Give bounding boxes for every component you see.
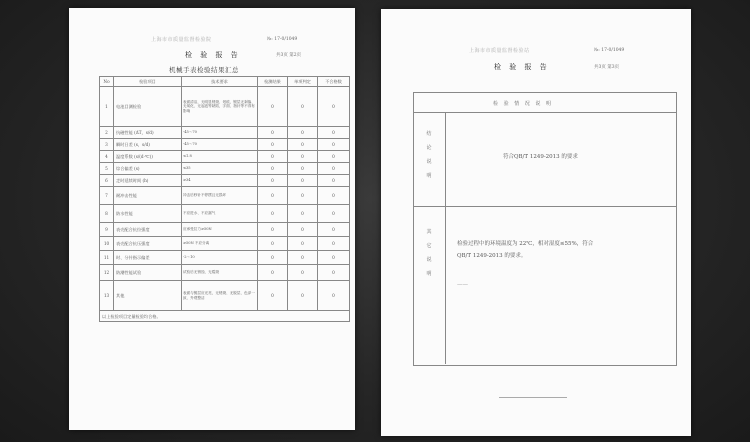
row-failures: 0: [318, 251, 350, 265]
table-row: [100, 251, 350, 265]
row-number: 8: [100, 205, 114, 223]
table-row: [100, 139, 350, 151]
row-failures: 0: [318, 127, 350, 139]
header-divider: [413, 112, 676, 113]
table-footer-row: [100, 311, 350, 322]
table-row: [100, 163, 350, 175]
report-page-2: [69, 8, 355, 430]
row-failures: 0: [318, 163, 350, 175]
row-judgement: 0: [288, 223, 318, 237]
row-item: 抗磁性能 (ΔT，s/d): [114, 127, 182, 139]
row-requirement: ≥34: [182, 175, 258, 187]
row-number: 2: [100, 127, 114, 139]
row-failures: 0: [318, 205, 350, 223]
section-divider: [413, 206, 676, 207]
org-name: 上海市市质量监督检验院: [151, 37, 212, 43]
row-item: 温度系数 (s/(d·℃)): [114, 151, 182, 163]
col-header-judgement: 单项判定: [288, 77, 318, 87]
row-number: 5: [100, 163, 114, 175]
inspection-notes-box: [413, 92, 677, 366]
row-result: 0: [258, 223, 288, 237]
table-row: [100, 151, 350, 163]
table-row: [100, 237, 350, 251]
row-result: 0: [258, 237, 288, 251]
report-number: №: 17-0/1049: [594, 48, 625, 53]
row-number: 6: [100, 175, 114, 187]
row-number: 12: [100, 265, 114, 281]
row-result: 0: [258, 205, 288, 223]
row-result: 0: [258, 87, 288, 127]
row-item: 防潮性能试验: [114, 265, 182, 281]
row-judgement: 0: [288, 281, 318, 311]
notes-header: 检 验 情 况 说 明: [493, 101, 553, 107]
col-header-no: No: [100, 77, 114, 87]
row-requirement: 不应进水、不应漏气: [182, 205, 258, 223]
row-judgement: 0: [288, 163, 318, 175]
report-title: 检 验 报 告: [185, 51, 241, 59]
col-header-failures: 不合格数: [318, 77, 350, 87]
row-item: 防水性能: [114, 205, 182, 223]
row-requirement: 表面清洁，无明显锈斑、划痕，镀层无剥落、无氧化、无起泡等缺陷，字面、指针等不得有影响: [182, 87, 258, 127]
col-header-requirement: 技术要求: [182, 77, 258, 87]
row-judgement: 0: [288, 139, 318, 151]
row-judgement: 0: [288, 251, 318, 265]
row-judgement: 0: [288, 151, 318, 163]
table-row: [100, 223, 350, 237]
row-failures: 0: [318, 281, 350, 311]
report-number: №: 17-0/1049: [267, 37, 298, 42]
row-failures: 0: [318, 139, 350, 151]
conclusion-label: 结论说明: [426, 131, 432, 179]
row-result: 0: [258, 163, 288, 175]
row-failures: 0: [318, 265, 350, 281]
col-header-item: 检验项目: [114, 77, 182, 87]
row-item: 其他: [114, 281, 182, 311]
row-item: 表壳配合抗拉强度: [114, 223, 182, 237]
row-item: 表壳配合抗压强度: [114, 237, 182, 251]
row-item: 综合偏差 (s): [114, 163, 182, 175]
table-row: [100, 187, 350, 205]
row-number: 9: [100, 223, 114, 237]
row-requirement: 应承受拉力≥50N: [182, 223, 258, 237]
row-item: 电池目测检验: [114, 87, 182, 127]
row-number: 11: [100, 251, 114, 265]
table-row: [100, 175, 350, 187]
row-result: 0: [258, 281, 288, 311]
row-requirement: -45～70: [182, 139, 258, 151]
row-failures: 0: [318, 187, 350, 205]
report-page-3: [381, 9, 691, 436]
table-title: 机械手表检验结果汇总: [169, 66, 239, 74]
row-judgement: 0: [288, 237, 318, 251]
page-indicator: 共3页 第2页: [276, 53, 302, 58]
table-row: [100, 281, 350, 311]
row-result: 0: [258, 175, 288, 187]
dash-mark: ——: [457, 282, 468, 288]
row-requirement: 试验后无锈蚀、无霉斑: [182, 265, 258, 281]
row-failures: 0: [318, 237, 350, 251]
row-number: 10: [100, 237, 114, 251]
other-notes-line-1: 检验过程中的环境温度为 22℃，相对湿度≤55%，符合: [457, 241, 594, 247]
table-row: [100, 127, 350, 139]
row-failures: 0: [318, 223, 350, 237]
table-footnote: 以上检验项目定量检验均合格。: [100, 311, 350, 322]
row-judgement: 0: [288, 87, 318, 127]
row-item: 时、分针指示偏差: [114, 251, 182, 265]
row-result: 0: [258, 151, 288, 163]
col-header-result: 检测结果: [258, 77, 288, 87]
row-number: 4: [100, 151, 114, 163]
table-row: [100, 205, 350, 223]
row-requirement: ≥50N 不应分离: [182, 237, 258, 251]
row-result: 0: [258, 139, 288, 151]
row-requirement: -45～70: [182, 127, 258, 139]
row-item: 瞬时日差 (s，s/d): [114, 139, 182, 151]
table-header-row: [100, 77, 350, 87]
org-name: 上海市市质量监督检验站: [469, 48, 530, 54]
results-table: [99, 76, 350, 322]
row-result: 0: [258, 187, 288, 205]
row-result: 0: [258, 251, 288, 265]
label-column-divider: [445, 112, 446, 364]
other-notes-label: 其它说明: [426, 229, 432, 277]
row-judgement: 0: [288, 175, 318, 187]
other-notes-line-2: QB/T 1249-2013 的要求。: [457, 253, 527, 259]
row-requirement: 冲击后秒针不停摆且无损坏: [182, 187, 258, 205]
table-row: [100, 265, 350, 281]
row-failures: 0: [318, 175, 350, 187]
row-judgement: 0: [288, 127, 318, 139]
row-item: 耐冲击性能: [114, 187, 182, 205]
row-number: 7: [100, 187, 114, 205]
row-failures: 0: [318, 151, 350, 163]
report-title: 检 验 报 告: [494, 63, 550, 71]
row-requirement: ≤1.8: [182, 151, 258, 163]
row-result: 0: [258, 265, 288, 281]
row-number: 1: [100, 87, 114, 127]
signature-line: [499, 397, 567, 398]
row-judgement: 0: [288, 187, 318, 205]
row-judgement: 0: [288, 265, 318, 281]
row-item: 走时延续时间 (h): [114, 175, 182, 187]
row-number: 3: [100, 139, 114, 151]
row-requirement: ≤35: [182, 163, 258, 175]
page-indicator: 共3页 第3页: [594, 65, 620, 70]
row-requirement: -2～10: [182, 251, 258, 265]
row-requirement: 表面与镀层应光亮，无锈斑、无脱层、色泽一致、外观整洁: [182, 281, 258, 311]
row-judgement: 0: [288, 205, 318, 223]
conclusion-text: 符合QB/T 1249-2013 的要求: [503, 154, 578, 160]
row-failures: 0: [318, 87, 350, 127]
row-number: 13: [100, 281, 114, 311]
table-row: [100, 87, 350, 127]
row-result: 0: [258, 127, 288, 139]
